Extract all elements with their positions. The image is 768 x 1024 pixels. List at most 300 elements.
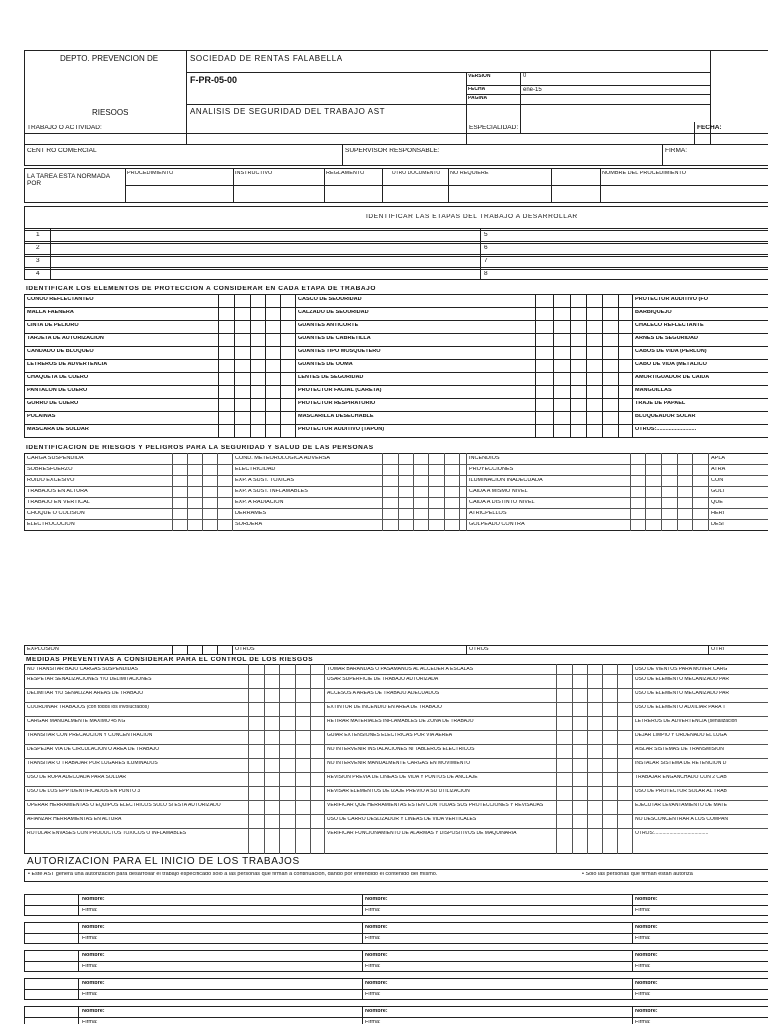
firma-label: Firma: bbox=[635, 964, 651, 969]
checkbox-cell[interactable] bbox=[281, 425, 295, 436]
checkbox-cell[interactable] bbox=[571, 360, 585, 371]
checkbox-cell[interactable] bbox=[646, 476, 659, 485]
row-divider bbox=[24, 786, 768, 787]
checkbox-cell[interactable] bbox=[662, 487, 675, 496]
checkbox-cell[interactable] bbox=[603, 295, 617, 306]
riesgo-item: ATRA bbox=[711, 467, 726, 472]
checkbox-cell[interactable] bbox=[571, 347, 585, 358]
checkbox-cell[interactable] bbox=[188, 520, 201, 529]
row-divider bbox=[24, 961, 768, 962]
checkbox-cell[interactable] bbox=[587, 412, 601, 423]
checkbox-cell[interactable] bbox=[662, 465, 675, 474]
checkbox-cell[interactable] bbox=[235, 399, 249, 410]
otros-label: OTROS bbox=[235, 647, 255, 652]
especialidad-label: ESPECIALIDAD: bbox=[469, 125, 519, 131]
checkbox-cell[interactable] bbox=[693, 520, 706, 529]
checkbox-cell[interactable] bbox=[693, 465, 706, 474]
form-code: F-PR-05-00 bbox=[190, 76, 238, 85]
checkbox-cell[interactable] bbox=[678, 498, 691, 507]
checkbox-cell[interactable] bbox=[429, 520, 442, 529]
checkbox-cell[interactable] bbox=[266, 360, 280, 371]
checkbox-cell[interactable] bbox=[445, 465, 458, 474]
firma-label: Firma: bbox=[635, 936, 651, 941]
checkbox-cell[interactable] bbox=[414, 465, 427, 474]
checkbox-cell[interactable] bbox=[218, 476, 231, 485]
checkbox-cell[interactable] bbox=[281, 334, 295, 345]
row-divider bbox=[24, 933, 768, 934]
column-divider bbox=[632, 1006, 633, 1024]
checkbox-cell[interactable] bbox=[603, 334, 617, 345]
riesgo-item: EXP. A RADIACIÓN bbox=[235, 500, 284, 505]
checkbox-cell[interactable] bbox=[631, 487, 644, 496]
checkbox-cell[interactable] bbox=[235, 295, 249, 306]
checkbox-cell[interactable] bbox=[414, 520, 427, 529]
checkbox-cell[interactable] bbox=[554, 360, 568, 371]
checkbox-cell[interactable] bbox=[281, 360, 295, 371]
checkbox-cell[interactable] bbox=[235, 308, 249, 319]
column-divider bbox=[572, 664, 573, 854]
riesgo-item: GOLI bbox=[711, 489, 725, 494]
checkbox-cell[interactable] bbox=[203, 498, 216, 507]
checkbox-cell[interactable] bbox=[251, 373, 265, 384]
proteccion-item: GUANTES DE CABRETILLA bbox=[298, 336, 371, 341]
riesgo-item: ILUMINACION INADECUADA bbox=[469, 478, 543, 483]
checkbox-cell[interactable] bbox=[536, 386, 550, 397]
checkbox-cell[interactable] bbox=[429, 465, 442, 474]
medida-item: ROTULAR ENVASES CON PRODUCTOS TOXICOS O INFLAMABLES bbox=[27, 831, 187, 836]
checkbox-cell[interactable] bbox=[603, 360, 617, 371]
checkbox-cell[interactable] bbox=[631, 465, 644, 474]
riesgo-item: COND. METEOROLOGICA ADVERSA bbox=[235, 456, 331, 461]
checkbox-cell[interactable] bbox=[587, 425, 601, 436]
checkbox-cell[interactable] bbox=[554, 373, 568, 384]
checkbox-cell[interactable] bbox=[219, 334, 233, 345]
row-divider bbox=[24, 989, 768, 990]
medida-item: USO DE ROPA ADECUADA PARA SOLDAR bbox=[27, 775, 127, 780]
checkbox-cell[interactable] bbox=[554, 321, 568, 332]
checkbox-cell[interactable] bbox=[571, 295, 585, 306]
normada-nombre-procedimiento: NOMBRE DEL PROCEDIMIENTO bbox=[602, 171, 687, 176]
checkbox-cell[interactable] bbox=[571, 308, 585, 319]
checkbox-cell[interactable] bbox=[536, 347, 550, 358]
checkbox-cell[interactable] bbox=[235, 412, 249, 423]
checkbox-cell[interactable] bbox=[587, 373, 601, 384]
checkbox-cell[interactable] bbox=[399, 465, 412, 474]
medida-item: EXTINTOR DE INCENDIO EN AREA DE TRABAJO bbox=[327, 705, 442, 710]
riesgo-item: DERRAMES bbox=[235, 511, 267, 516]
checkbox-cell[interactable] bbox=[587, 360, 601, 371]
nombre-label: Nombre: bbox=[365, 953, 388, 958]
checkbox-cell[interactable] bbox=[693, 476, 706, 485]
checkbox-cell[interactable] bbox=[631, 509, 644, 518]
column-divider bbox=[632, 894, 633, 916]
riesgo-item: APLA bbox=[711, 456, 726, 461]
checkbox-cell[interactable] bbox=[414, 454, 427, 463]
firma-label: Firma: bbox=[365, 992, 381, 997]
checkbox-cell[interactable] bbox=[399, 509, 412, 518]
riesgo-item: HERI bbox=[711, 511, 725, 516]
checkbox-cell[interactable] bbox=[188, 509, 201, 518]
checkbox-cell[interactable] bbox=[281, 295, 295, 306]
checkbox-cell[interactable] bbox=[603, 399, 617, 410]
medidas-title: MEDIDAS PREVENTIVAS A CONSIDERAR PARA EL CONTROL DE LOS RIESGOS bbox=[26, 657, 314, 663]
checkbox-cell[interactable] bbox=[266, 347, 280, 358]
checkbox-cell[interactable] bbox=[235, 360, 249, 371]
medida-item: LETREROS DE ADVERTENCIA (señalización bbox=[635, 719, 738, 724]
checkbox-cell[interactable] bbox=[188, 498, 201, 507]
checkbox-cell[interactable] bbox=[383, 498, 396, 507]
checkbox-cell[interactable] bbox=[662, 520, 675, 529]
checkbox-cell[interactable] bbox=[603, 373, 617, 384]
checkbox-cell[interactable] bbox=[603, 386, 617, 397]
checkbox-cell[interactable] bbox=[218, 454, 231, 463]
checkbox-cell[interactable] bbox=[203, 520, 216, 529]
proteccion-item: POLAINAS bbox=[27, 414, 56, 419]
checkbox-cell[interactable] bbox=[646, 498, 659, 507]
checkbox-cell[interactable] bbox=[383, 509, 396, 518]
checkbox-cell[interactable] bbox=[536, 360, 550, 371]
medida-item: COORDINAR TRABAJOS (con todos los involucrados) bbox=[27, 705, 149, 710]
checkbox-cell[interactable] bbox=[235, 386, 249, 397]
checkbox-cell[interactable] bbox=[219, 308, 233, 319]
checkbox-cell[interactable] bbox=[429, 509, 442, 518]
checkbox-cell[interactable] bbox=[399, 498, 412, 507]
checkbox-cell[interactable] bbox=[678, 454, 691, 463]
medida-item: DELIMITAR Y/O SEÑALIZAR AREAS DE TRABAJO bbox=[27, 691, 144, 696]
checkbox-cell[interactable] bbox=[571, 373, 585, 384]
checkbox-cell[interactable] bbox=[603, 308, 617, 319]
checkbox-cell[interactable] bbox=[554, 347, 568, 358]
checkbox-cell[interactable] bbox=[266, 295, 280, 306]
checkbox-cell[interactable] bbox=[603, 321, 617, 332]
proteccion-item: PANTALON DE CUERO bbox=[27, 388, 88, 393]
checkbox-cell[interactable] bbox=[445, 520, 458, 529]
centro-comercial-label: CENT RO COMERCIAL bbox=[27, 148, 97, 154]
checkbox-cell[interactable] bbox=[414, 498, 427, 507]
checkbox-cell[interactable] bbox=[603, 347, 617, 358]
checkbox-cell[interactable] bbox=[536, 425, 550, 436]
row-divider bbox=[24, 411, 768, 412]
row-divider bbox=[24, 320, 768, 321]
proteccion-item: GUANTES ANTICORTE bbox=[298, 323, 359, 328]
normada-no-requiere: NO REQUIERE bbox=[450, 171, 489, 176]
checkbox-cell[interactable] bbox=[678, 487, 691, 496]
checkbox-cell[interactable] bbox=[678, 476, 691, 485]
checkbox-cell[interactable] bbox=[266, 373, 280, 384]
checkbox-cell[interactable] bbox=[678, 465, 691, 474]
checkbox-cell[interactable] bbox=[266, 308, 280, 319]
checkbox-cell[interactable] bbox=[587, 399, 601, 410]
checkbox-cell[interactable] bbox=[571, 399, 585, 410]
checkbox-cell[interactable] bbox=[536, 399, 550, 410]
checkbox-cell[interactable] bbox=[251, 412, 265, 423]
column-divider bbox=[632, 664, 633, 854]
checkbox-cell[interactable] bbox=[203, 509, 216, 518]
checkbox-cell[interactable] bbox=[188, 454, 201, 463]
checkbox-cell[interactable] bbox=[554, 308, 568, 319]
row-divider bbox=[24, 333, 768, 334]
firma-label: Firma: bbox=[82, 908, 98, 913]
checkbox-cell[interactable] bbox=[678, 509, 691, 518]
checkbox-cell[interactable] bbox=[662, 454, 675, 463]
checkbox-cell[interactable] bbox=[678, 520, 691, 529]
checkbox-cell[interactable] bbox=[383, 476, 396, 485]
checkbox-cell[interactable] bbox=[219, 412, 233, 423]
checkbox-cell[interactable] bbox=[571, 386, 585, 397]
checkbox-cell[interactable] bbox=[445, 487, 458, 496]
checkbox-cell[interactable] bbox=[693, 509, 706, 518]
normada-label: LA TAREA ESTA NORMADA POR bbox=[27, 173, 110, 188]
checkbox-cell[interactable] bbox=[554, 399, 568, 410]
checkbox-cell[interactable] bbox=[218, 498, 231, 507]
normada-otro-documento: OTRO DOCUMENTO bbox=[391, 171, 441, 176]
normada-reglamento: REGLAMENTO bbox=[326, 171, 365, 176]
checkbox-cell[interactable] bbox=[536, 373, 550, 384]
checkbox-cell[interactable] bbox=[203, 454, 216, 463]
form-page-2 bbox=[0, 641, 768, 1024]
checkbox-cell[interactable] bbox=[266, 386, 280, 397]
checkbox-cell[interactable] bbox=[383, 487, 396, 496]
checkbox-cell[interactable] bbox=[429, 487, 442, 496]
riesgo-item: EXP. A SUST. INFLAMABLES bbox=[235, 489, 308, 494]
proteccion-item: MANGUILLAS bbox=[635, 388, 672, 393]
etapa-number: 1 bbox=[36, 232, 40, 238]
checkbox-cell[interactable] bbox=[251, 360, 265, 371]
proteccion-item: GORRO DE CUERO bbox=[27, 401, 79, 406]
riesgo-item: CARGA SUSPENDIDA bbox=[27, 456, 84, 461]
proteccion-item: CABO DE VIDA (METÁLICO bbox=[635, 362, 707, 367]
checkbox-cell[interactable] bbox=[571, 412, 585, 423]
fecha-label: FECHA bbox=[468, 87, 486, 92]
proteccion-item: ARNÉS DE SEGURIDAD bbox=[635, 336, 698, 341]
checkbox-cell[interactable] bbox=[554, 295, 568, 306]
medida-item: TRANSITAR O TRABAJAR POR LUGARES ILUMINADOS bbox=[27, 761, 158, 766]
checkbox-cell[interactable] bbox=[266, 412, 280, 423]
checkbox-cell[interactable] bbox=[399, 454, 412, 463]
version-value: 0 bbox=[523, 73, 527, 79]
medida-item: USO DE ELEMENTO AUXILIAR PARA T bbox=[635, 705, 726, 710]
checkbox-cell[interactable] bbox=[587, 347, 601, 358]
firma-label: Firma: bbox=[365, 908, 381, 913]
checkbox-cell[interactable] bbox=[554, 425, 568, 436]
checkbox-cell[interactable] bbox=[219, 386, 233, 397]
riesgo-item: GOLPEADO CONTRA bbox=[469, 522, 525, 527]
checkbox-cell[interactable] bbox=[251, 399, 265, 410]
row-divider bbox=[24, 758, 768, 759]
riesgo-item: SOBRESFUERZO bbox=[27, 467, 73, 472]
checkbox-cell[interactable] bbox=[662, 498, 675, 507]
nombre-label: Nombre: bbox=[82, 1009, 105, 1014]
checkbox-cell[interactable] bbox=[173, 476, 186, 485]
checkbox-cell[interactable] bbox=[281, 321, 295, 332]
firma-label: Firma: bbox=[82, 964, 98, 969]
checkbox-cell[interactable] bbox=[219, 399, 233, 410]
checkbox-cell[interactable] bbox=[203, 476, 216, 485]
checkbox-cell[interactable] bbox=[219, 347, 233, 358]
medida-item: TRABAJAR ENGANCHADO CON 2 CAB bbox=[635, 775, 727, 780]
checkbox-cell[interactable] bbox=[188, 476, 201, 485]
document-title: ANALISIS DE SEGURIDAD DEL TRABAJO AST bbox=[190, 108, 386, 116]
checkbox-cell[interactable] bbox=[173, 498, 186, 507]
checkbox-cell[interactable] bbox=[219, 425, 233, 436]
medida-item: USO DE ELEMENTO MECANIZADO PAR bbox=[635, 677, 729, 682]
riesgo-item: CHOQUE O COLISIÓN bbox=[27, 511, 85, 516]
column-divider bbox=[708, 453, 709, 531]
checkbox-cell[interactable] bbox=[251, 347, 265, 358]
checkbox-cell[interactable] bbox=[693, 498, 706, 507]
checkbox-cell[interactable] bbox=[646, 454, 659, 463]
proteccion-item: PROTECTOR RESPIRATORIO bbox=[298, 401, 376, 406]
checkbox-cell[interactable] bbox=[235, 373, 249, 384]
checkbox-cell[interactable] bbox=[281, 386, 295, 397]
checkbox-cell[interactable] bbox=[536, 308, 550, 319]
checkbox-cell[interactable] bbox=[251, 295, 265, 306]
row-divider bbox=[24, 730, 768, 731]
checkbox-cell[interactable] bbox=[173, 454, 186, 463]
checkbox-cell[interactable] bbox=[219, 321, 233, 332]
checkbox-cell[interactable] bbox=[571, 334, 585, 345]
nombre-label: Nombre: bbox=[82, 981, 105, 986]
proteccion-item: CALZADO DE SEOURIDAD bbox=[298, 310, 369, 315]
checkbox-cell[interactable] bbox=[251, 386, 265, 397]
checkbox-cell[interactable] bbox=[445, 498, 458, 507]
nombre-label: Nombre: bbox=[82, 897, 105, 902]
checkbox-cell[interactable] bbox=[251, 334, 265, 345]
normada-procedimiento: PROCEDIMIENTO bbox=[127, 171, 174, 176]
checkbox-cell[interactable] bbox=[173, 487, 186, 496]
checkbox-cell[interactable] bbox=[693, 487, 706, 496]
checkbox-cell[interactable] bbox=[414, 509, 427, 518]
checkbox-cell[interactable] bbox=[414, 476, 427, 485]
checkbox-cell[interactable] bbox=[281, 412, 295, 423]
checkbox-cell[interactable] bbox=[235, 321, 249, 332]
medida-item: RESPETAR SEÑALIZACIONES Y/O DELIMITACIONES bbox=[27, 677, 152, 682]
checkbox-cell[interactable] bbox=[631, 454, 644, 463]
checkbox-cell[interactable] bbox=[587, 295, 601, 306]
checkbox-cell[interactable] bbox=[235, 425, 249, 436]
checkbox-cell[interactable] bbox=[251, 308, 265, 319]
checkbox-cell[interactable] bbox=[383, 465, 396, 474]
checkbox-cell[interactable] bbox=[203, 465, 216, 474]
column-divider bbox=[78, 950, 79, 972]
checkbox-cell[interactable] bbox=[662, 476, 675, 485]
row-divider bbox=[24, 424, 768, 425]
checkbox-cell[interactable] bbox=[203, 487, 216, 496]
checkbox-cell[interactable] bbox=[414, 487, 427, 496]
checkbox-cell[interactable] bbox=[646, 465, 659, 474]
checkbox-cell[interactable] bbox=[383, 520, 396, 529]
proteccion-item: CHAQUETA DE CUERO bbox=[27, 375, 89, 380]
checkbox-cell[interactable] bbox=[281, 399, 295, 410]
checkbox-cell[interactable] bbox=[587, 386, 601, 397]
medida-item: OPERAR HERRAMIENTAS O EQUIPOS ELECTRICOS SOLO SI ESTA AUTORIZADO bbox=[27, 803, 221, 808]
checkbox-cell[interactable] bbox=[281, 373, 295, 384]
checkbox-cell[interactable] bbox=[554, 412, 568, 423]
checkbox-cell[interactable] bbox=[218, 465, 231, 474]
checkbox-cell[interactable] bbox=[587, 334, 601, 345]
checkbox-cell[interactable] bbox=[219, 373, 233, 384]
proteccion-item: GUANTES TIPO MOSQUETERO bbox=[298, 349, 381, 354]
checkbox-cell[interactable] bbox=[219, 360, 233, 371]
checkbox-cell[interactable] bbox=[399, 520, 412, 529]
checkbox-cell[interactable] bbox=[554, 386, 568, 397]
checkbox-cell[interactable] bbox=[251, 321, 265, 332]
checkbox-cell[interactable] bbox=[662, 509, 675, 518]
column-divider bbox=[295, 664, 296, 854]
checkbox-cell[interactable] bbox=[536, 295, 550, 306]
checkbox-cell[interactable] bbox=[266, 321, 280, 332]
checkbox-cell[interactable] bbox=[554, 334, 568, 345]
checkbox-cell[interactable] bbox=[188, 465, 201, 474]
column-divider bbox=[632, 950, 633, 972]
checkbox-cell[interactable] bbox=[445, 476, 458, 485]
checkbox-cell[interactable] bbox=[173, 509, 186, 518]
checkbox-cell[interactable] bbox=[603, 412, 617, 423]
row-divider bbox=[24, 307, 768, 308]
checkbox-cell[interactable] bbox=[571, 321, 585, 332]
row-divider bbox=[24, 744, 768, 745]
row-divider bbox=[24, 372, 768, 373]
checkbox-cell[interactable] bbox=[266, 334, 280, 345]
checkbox-cell[interactable] bbox=[251, 425, 265, 436]
checkbox-cell[interactable] bbox=[587, 321, 601, 332]
checkbox-cell[interactable] bbox=[266, 399, 280, 410]
checkbox-cell[interactable] bbox=[445, 509, 458, 518]
checkbox-cell[interactable] bbox=[445, 454, 458, 463]
checkbox-cell[interactable] bbox=[571, 425, 585, 436]
checkbox-cell[interactable] bbox=[536, 334, 550, 345]
otros-label: OTROS bbox=[469, 647, 489, 652]
riesgo-item: QUE bbox=[711, 500, 723, 505]
checkbox-cell[interactable] bbox=[281, 347, 295, 358]
checkbox-cell[interactable] bbox=[399, 487, 412, 496]
row-divider bbox=[24, 359, 768, 360]
checkbox-cell[interactable] bbox=[235, 334, 249, 345]
checkbox-cell[interactable] bbox=[235, 347, 249, 358]
column-divider bbox=[279, 664, 280, 854]
checkbox-cell[interactable] bbox=[693, 454, 706, 463]
checkbox-cell[interactable] bbox=[587, 308, 601, 319]
proteccion-item: AMORTIGUADOR DE CAÍDA bbox=[635, 375, 710, 380]
row-divider bbox=[24, 814, 768, 815]
checkbox-cell[interactable] bbox=[188, 487, 201, 496]
checkbox-cell[interactable] bbox=[218, 520, 231, 529]
checkbox-cell[interactable] bbox=[399, 476, 412, 485]
checkbox-cell[interactable] bbox=[219, 295, 233, 306]
checkbox-cell[interactable] bbox=[429, 476, 442, 485]
checkbox-cell[interactable] bbox=[218, 509, 231, 518]
checkbox-cell[interactable] bbox=[646, 487, 659, 496]
checkbox-cell[interactable] bbox=[429, 454, 442, 463]
checkbox-cell[interactable] bbox=[173, 465, 186, 474]
checkbox-cell[interactable] bbox=[646, 509, 659, 518]
checkbox-cell[interactable] bbox=[218, 487, 231, 496]
checkbox-cell[interactable] bbox=[631, 476, 644, 485]
checkbox-cell[interactable] bbox=[646, 520, 659, 529]
checkbox-cell[interactable] bbox=[536, 412, 550, 423]
etapa-number: 7 bbox=[484, 258, 488, 264]
checkbox-cell[interactable] bbox=[383, 454, 396, 463]
checkbox-cell[interactable] bbox=[281, 308, 295, 319]
checkbox-cell[interactable] bbox=[631, 498, 644, 507]
medida-item: GUIAR EXTENSIONES ELÉCTRICAS POR VIA AÉREA bbox=[327, 733, 453, 738]
checkbox-cell[interactable] bbox=[631, 520, 644, 529]
checkbox-cell[interactable] bbox=[536, 321, 550, 332]
checkbox-cell[interactable] bbox=[429, 498, 442, 507]
checkbox-cell[interactable] bbox=[266, 425, 280, 436]
checkbox-cell[interactable] bbox=[603, 425, 617, 436]
checkbox-cell[interactable] bbox=[173, 520, 186, 529]
